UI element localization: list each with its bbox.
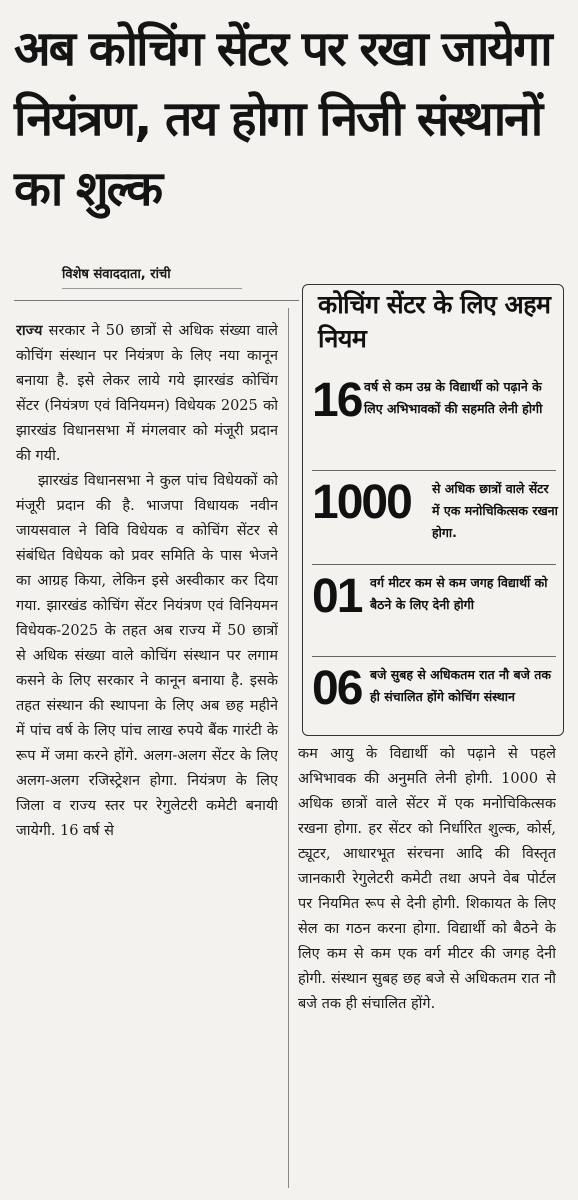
rule-number: 1000 [312,476,411,529]
rule-text: वर्ग मीटर कम से कम जगह विद्यार्थी को बैठने के लिए देनी होगी [370,575,548,612]
rules-box [302,284,564,736]
rule-divider [312,656,556,657]
rule-number: 01 [312,570,362,623]
rule-number: 06 [312,662,362,715]
paragraph-1-text: सरकार ने 50 छात्रों से अधिक संख्या वाले कोचिंग संस्थान पर नियंत्रण के लिए नया कानून बनाया है. इसे लेकर लाये गये झारखंड कोचिंग सेंटर (नियंत्रण एवं विनियमन) विधेयक 2025 को झारखंड विधानसभा में मंगलवार को मंजूरी प्रदान की गयी. [16,323,278,464]
rule-text: बजे सुबह से अधिकतम रात नौ बजे तक ही संचालित होंगे कोचिंग संस्थान [370,667,552,704]
article-paragraph-1 [16,318,278,469]
headline: अब कोचिंग सेंटर पर रखा जायेगा नियंत्रण, तय होगा निजी संस्थानों का शुल्क [14,21,551,217]
article-paragraph-2: झारखंड विधानसभा ने कुल पांच विधेयकों को मंजूरी प्रदान की है. भाजपा विधायक नवीन जायसवाल ने विवि विधेयक व कोचिंग सेंटर से संबंधित विधेयक को प्रवर समिति के पास भेजने का आग्रह किया, लेकिन इसे अस्वीकार कर दिया गया. झारखंड कोचिंग सेंटर नियंत्रण एवं विनियमन विधेयक-2025 के तहत अब राज्य में 50 छात्रों से अधिक संख्या वाले कोचिंग संस्थान पर लगाम कसने के लिए सरकार ने कानून बनाया है. इसके तहत संस्थान की स्थापना के लिए अब छह महीने में पांच वर्ष के लिए पांच लाख रुपये बैंक गारंटी के रूप में जमा करने होंगे. अलग-अलग सेंटर के लिए अलग-अलग रजिस्ट्रेशन होगा. नियंत्रण के लिए जिला व राज्य स्तर पर रेगुलेटरी कमेटी बनायी जायेगी. 16 वर्ष से [16,473,278,839]
rules-box-title: कोचिंग सेंटर के लिए अहम नियम [318,290,551,353]
rule-number: 16 [312,374,362,427]
column-divider [288,308,289,1188]
article-paragraph-2-continued: कम आयु के विद्यार्थी को पढ़ाने से पहले अभिभावक की अनुमति लेनी होगी. 1000 से अधिक छात्रों वाले सेंटर में एक मनोचिकित्सक रखना होगा. हर सेंटर को निर्धारित शुल्क, कोर्स, ट्यूटर, आधारभूत संरचना आदि की विस्तृत जानकारी रेगुलेटरी कमेटी तथा अपने वेब पोर्टल पर नियमित रूप से देनी होगी. शिकायत के लिए सेल का गठन करना होगा. विद्यार्थी को बैठने के लिए कम से कम एक वर्ग मीटर की जगह देनी होगी. संस्थान सुबह छह बजे से अधिकतम रात नौ बजे तक ही संचालित होंगे. [298,746,556,1012]
article-column-left [16,318,278,1188]
article-column-right [298,742,556,1190]
byline-divider [14,300,299,301]
lead-word: राज्य [16,322,43,339]
rule-text: से अधिक छात्रों वाले सेंटर में एक मनोचिकित्सक रखना होगा. [432,481,558,540]
byline: विशेष संवाददाता, रांची [62,264,242,289]
rule-divider [312,470,556,471]
rule-divider [312,564,556,565]
rule-text: वर्ष से कम उम्र के विद्यार्थी को पढ़ाने के लिए अभिभावकों की सहमति लेनी होगी [364,379,543,416]
